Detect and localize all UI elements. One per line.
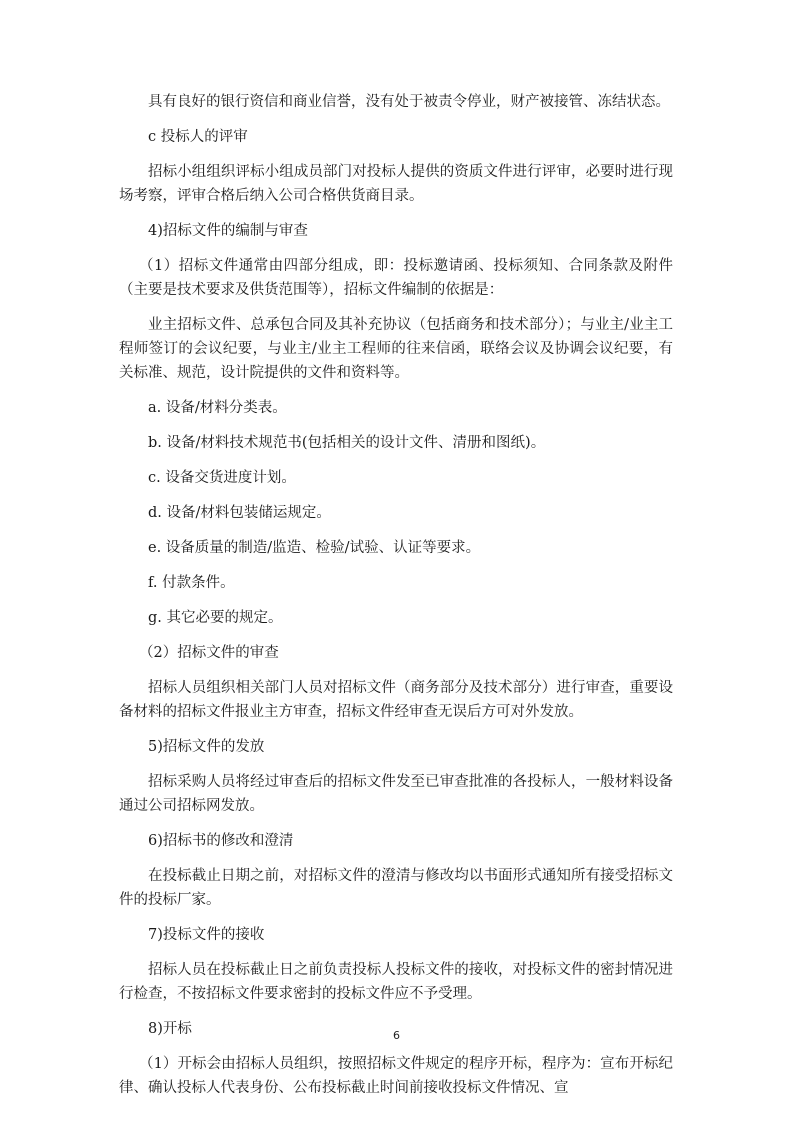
paragraph-bidder-review: 招标小组组织评标小组成员部门对投标人提供的资质文件进行评审，必要时进行现场考察，评审合格后纳入公司合格供货商目录。 xyxy=(119,164,673,204)
list-item-b: b. 设备/材料技术规范书(包括相关的设计文件、清册和图纸)。 xyxy=(148,435,546,451)
heading-tender-doc-review: （2）招标文件的审查 xyxy=(139,645,279,661)
paragraph-tender-doc-review: 招标人员组织相关部门人员对招标文件（商务部分及技术部分）进行审查，重要设备材料的招标文件报业主方审查，招标文件经审查无误后方可对外发放。 xyxy=(119,680,673,720)
list-item-c: c. 设备交货进度计划。 xyxy=(148,470,296,486)
page-number: 6 xyxy=(393,1029,400,1042)
document-body xyxy=(119,90,673,1111)
paragraph-tender-amendment: 在投标截止日期之前，对招标文件的澄清与修改均以书面形式通知所有接受招标文件的投标厂家。 xyxy=(119,868,673,908)
heading-tender-amendment: 6)招标书的修改和澄清 xyxy=(148,833,294,849)
heading-tender-doc-distribution: 5)招标文件的发放 xyxy=(148,739,265,755)
paragraph-tender-doc-parts: （1）招标文件通常由四部分组成，即：投标邀请函、投标须知、合同条款及附件（主要是技术要求及供货范围等），招标文件编制的依据是： xyxy=(119,258,673,298)
paragraph-tender-doc-basis: 业主招标文件、总承包合同及其补充协议（包括商务和技术部分）；与业主/业主工程师签订的会议纪要，与业主/业主工程师的往来信函，联络会议及协调会议纪要，有关标准、规范，设计院提供的文件和资料等。 xyxy=(119,317,673,381)
heading-bidder-review: c 投标人的评审 xyxy=(148,129,248,145)
heading-tender-doc-prep: 4)招标文件的编制与审查 xyxy=(148,223,308,239)
list-item-f: f. 付款条件。 xyxy=(148,575,235,591)
paragraph-bid-receipt: 招标人员在投标截止日之前负责投标人投标文件的接收，对投标文件的密封情况进行检查，不按招标文件要求密封的投标文件应不予受理。 xyxy=(119,962,673,1002)
heading-bid-opening: 8)开标 xyxy=(148,1021,192,1037)
list-item-a: a. 设备/材料分类表。 xyxy=(148,400,287,416)
list-item-e: e. 设备质量的制造/监造、检验/试验、认证等要求。 xyxy=(148,540,481,556)
paragraph-bank-credit: 具有良好的银行资信和商业信誉，没有处于被责令停业，财产被接管、冻结状态。 xyxy=(148,94,670,110)
paragraph-tender-doc-distribution: 招标采购人员将经过审查后的招标文件发至已审查批准的各投标人，一般材料设备通过公司招标网发放。 xyxy=(119,774,673,814)
list-item-g: g. 其它必要的规定。 xyxy=(148,610,283,626)
paragraph-bid-opening: （1）开标会由招标人员组织，按照招标文件规定的程序开标，程序为：宣布开标纪律、确认投标人代表身份、公布投标截止时间前接收投标文件情况、宣 xyxy=(119,1056,673,1096)
heading-bid-receipt: 7)投标文件的接收 xyxy=(148,927,265,943)
list-item-d: d. 设备/材料包装储运规定。 xyxy=(148,505,331,521)
